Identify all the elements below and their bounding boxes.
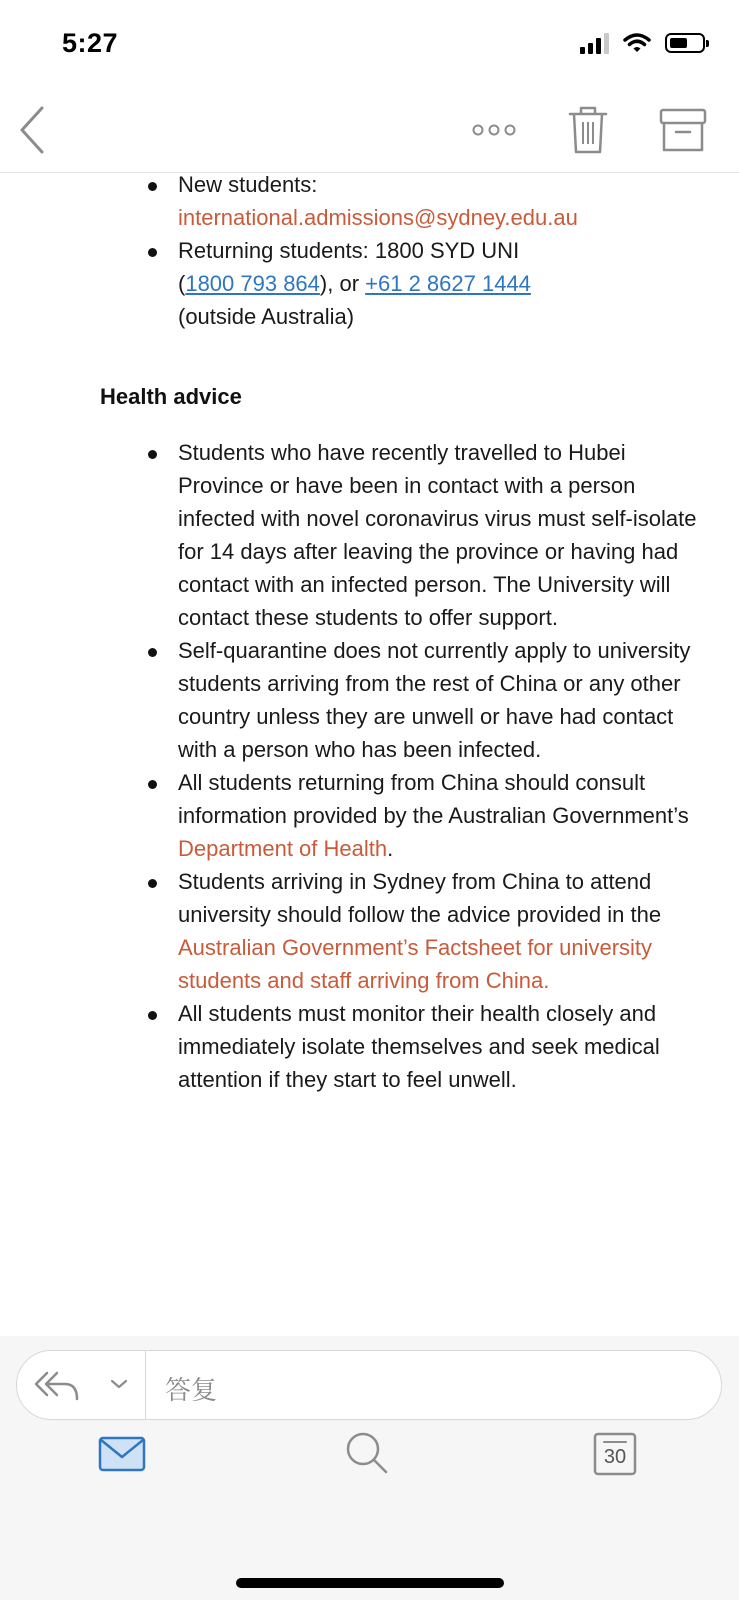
bottom-area: [0, 1336, 739, 1600]
wifi-icon: [623, 32, 651, 54]
email-body: [0, 168, 739, 1092]
home-indicator: [236, 1578, 504, 1588]
contact-list: [0, 168, 739, 333]
health-item-text: Self-quarantine does not currently apply to university students arriving from the rest of China or any other country unless they are unwell or have had contact with a person who has been infected.: [178, 638, 691, 762]
phone-separator-text: ), or: [319, 271, 366, 296]
list-item: [0, 234, 739, 333]
more-dots-icon[interactable]: [470, 112, 526, 148]
calendar-day: 30: [603, 1446, 627, 1468]
new-students-label: New students:: [178, 172, 318, 197]
list-item: [0, 997, 739, 1096]
list-item: [0, 168, 739, 234]
calendar-icon[interactable]: [592, 1430, 638, 1478]
archive-icon[interactable]: [658, 104, 708, 156]
reply-all-icon[interactable]: [33, 1367, 81, 1403]
search-icon[interactable]: [344, 1430, 390, 1476]
chevron-left-icon[interactable]: [14, 102, 54, 158]
status-bar: [0, 0, 739, 90]
tab-bar: [0, 1436, 739, 1506]
list-item: [0, 634, 739, 766]
health-advice-list: [0, 436, 739, 1096]
chevron-down-icon[interactable]: [109, 1377, 129, 1391]
list-item: [0, 766, 739, 865]
reply-bar[interactable]: [16, 1350, 722, 1420]
reply-divider: [145, 1351, 146, 1419]
status-time: 5:27: [62, 28, 119, 58]
message-toolbar: [0, 90, 739, 173]
health-item-text: All students must monitor their health closely and immediately isolate themselves and seek medical attention if they start to feel unwell.: [178, 1001, 660, 1092]
health-item-text: All students returning from China should consult information provided by the Australian Government’s: [178, 770, 689, 828]
returning-students-text: Returning students: 1800 SYD UNI: [178, 238, 520, 263]
factsheet-link[interactable]: Australian Government’s Factsheet for university students and staff arriving from China.: [178, 935, 653, 993]
status-icons: [580, 32, 705, 54]
list-item: [0, 865, 739, 997]
battery-fill: [670, 38, 687, 48]
trash-icon[interactable]: [566, 104, 610, 156]
outside-australia-text: (outside Australia): [178, 304, 355, 329]
mail-icon[interactable]: [98, 1436, 146, 1472]
department-of-health-link[interactable]: Department of Health: [178, 836, 388, 861]
paren-open: (: [178, 271, 186, 296]
admissions-email-link[interactable]: international.admissions@sydney.edu.au: [178, 205, 578, 230]
battery-icon: [665, 33, 705, 53]
reply-input[interactable]: 答复: [165, 1375, 218, 1405]
signal-icon: [580, 32, 609, 54]
health-item-punct: .: [387, 836, 394, 861]
phone-link-domestic[interactable]: 1800 793 864: [185, 271, 320, 296]
health-item-text: Students arriving in Sydney from China to attend university should follow the advice provided in the: [178, 869, 662, 927]
list-item: [0, 436, 739, 634]
phone-link-international[interactable]: +61 2 8627 1444: [365, 271, 531, 296]
section-heading-health: Health advice: [100, 384, 242, 409]
health-item-text: Students who have recently travelled to Hubei Province or have been in contact with a person infected with novel coronavirus virus must self-isolate for 14 days after leaving the province or having had contact with an infected person. The University will contact these students to offer support.: [178, 440, 697, 630]
